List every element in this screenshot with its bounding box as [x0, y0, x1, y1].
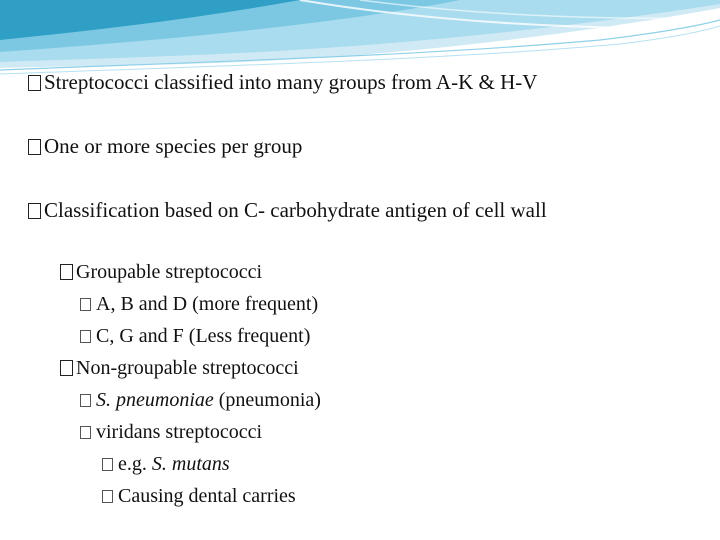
bullet-box-icon: [102, 490, 113, 503]
bullet-classification: Classification based on C- carbohydrate antigen of cell wall: [28, 198, 547, 222]
bullet-species: One or more species per group: [28, 134, 302, 158]
bullet-box-icon: [80, 330, 91, 343]
bullet-dental: Causing dental carries: [102, 484, 296, 508]
bullet-box-icon: [28, 139, 41, 155]
bullet-box-icon: [80, 394, 91, 407]
bullet-non-groupable: Non-groupable streptococci: [60, 356, 299, 380]
bullet-box-icon: [80, 298, 91, 311]
bullet-box-icon: [28, 75, 41, 91]
bullet-box-icon: [80, 426, 91, 439]
bullet-groupable: Groupable streptococci: [60, 260, 262, 284]
bullet-abd: A, B and D (more frequent): [80, 292, 318, 316]
bullet-box-icon: [102, 458, 113, 471]
bullet-cgf: C, G and F (Less frequent): [80, 324, 310, 348]
bullet-mutans: e.g. S. mutans: [102, 452, 230, 476]
bullet-pneumoniae: S. pneumoniae (pneumonia): [80, 388, 321, 412]
bullet-groups: Streptococci classified into many groups from A-K & H-V: [28, 70, 537, 94]
bullet-viridans: viridans streptococci: [80, 420, 262, 444]
bullet-box-icon: [60, 360, 73, 376]
bullet-box-icon: [28, 203, 41, 219]
bullet-box-icon: [60, 264, 73, 280]
